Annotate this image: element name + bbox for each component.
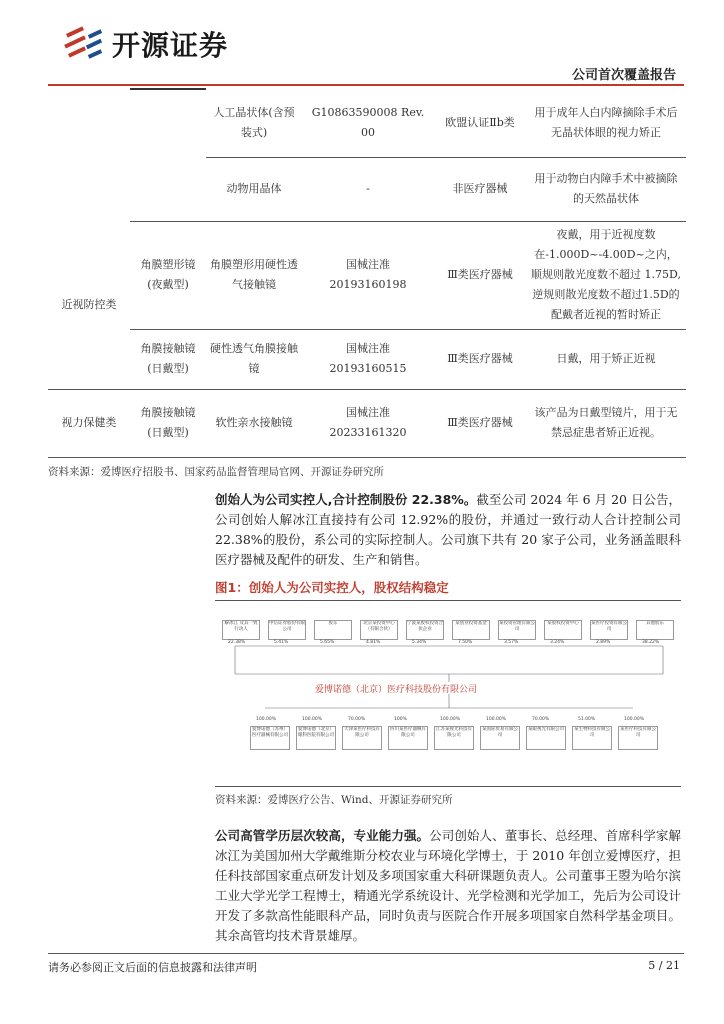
table-row bbox=[48, 157, 686, 221]
shareholder-box-pct: 7.50% bbox=[458, 640, 473, 645]
subsidiary-box: 某生物科技有限公司 bbox=[572, 726, 612, 750]
shareholder-box-pct: 38.22% bbox=[642, 640, 660, 645]
shareholder-box-pct: 5.41% bbox=[274, 640, 289, 645]
paragraph-body: 截至公司 2024 年 6 月 20 日公告，公司创始人解冰江直接持有公司 12.92%的股份，并通过一致行动人合计控制公司 22.38%的股份，系公司的实际控制人。公司旗下共有 20 家子公司，业务涵盖眼科医疗器械及配件的研发、生产和销售。 bbox=[215, 492, 681, 567]
shareholder-box: 某创业投资基金 bbox=[452, 620, 490, 640]
product-name: 硬性透气角膜接触镜 bbox=[206, 329, 302, 389]
product-use: 日戴，用于矫正近视 bbox=[526, 329, 686, 389]
subsidiary-box-pct: 100.00% bbox=[302, 717, 323, 722]
device-class: 非医疗器械 bbox=[434, 157, 526, 221]
figure-title: 图1：创始人为公司实控人，股权结构稳定 bbox=[215, 580, 449, 595]
category: 近视防控类 bbox=[48, 221, 130, 389]
figure-bottom-rule bbox=[215, 786, 681, 787]
subsidiary-box: 某医疗科技有限公司 bbox=[618, 726, 658, 750]
shareholder-box: 北京某投资中心（有限合伙） bbox=[360, 620, 398, 640]
report-type: 公司首次覆盖报告 bbox=[571, 68, 676, 83]
registration-number: - bbox=[302, 157, 434, 221]
table-row bbox=[48, 89, 686, 157]
device-class: Ⅲ类医疗器械 bbox=[434, 221, 526, 329]
device-class: Ⅲ类医疗器械 bbox=[434, 329, 526, 389]
product-name: 软性亲水接触镜 bbox=[206, 389, 302, 457]
subsidiary-box-pct: 100.00% bbox=[624, 717, 645, 722]
subcategory: 角膜接触镜(日戴型) bbox=[130, 329, 206, 389]
product-name: 动物用晶体 bbox=[206, 157, 302, 221]
shareholder-box: 某投资管理有限公司 bbox=[498, 620, 536, 640]
paragraph-founder bbox=[215, 490, 681, 570]
product-use: 该产品为日戴型镜片，用于无禁忌症患者矫正近视。 bbox=[526, 389, 686, 457]
subsidiary-box-pct: 51.00% bbox=[578, 717, 596, 722]
subsidiary-box-pct: 70.00% bbox=[348, 717, 366, 722]
subsidiary-box: 四川某医疗器械有限公司 bbox=[388, 726, 428, 750]
paragraph-management bbox=[215, 826, 681, 946]
product-use: 夜戴，用于近视度数在-1.000D~-4.00D~之内，顺规则散光度数不超过 1.75D,逆规则散光度数不超过1.5D的配戴者近视的暂时矫正 bbox=[526, 221, 686, 329]
shareholder-box: 中信证券股份有限公司 bbox=[268, 620, 306, 640]
registration-number: 国械注准 20233161320 bbox=[302, 389, 434, 457]
shareholder-box: 解冰江 及其一致行动人 bbox=[222, 620, 260, 640]
device-class: 欧盟认证Ⅱb类 bbox=[434, 89, 526, 157]
product-table bbox=[48, 88, 686, 458]
device-class: Ⅲ类医疗器械 bbox=[434, 389, 526, 457]
registration-number: 国械注准 20193160198 bbox=[302, 221, 434, 329]
page-number: 5 / 21 bbox=[648, 959, 680, 972]
subsidiary-box: 某眼视光有限公司 bbox=[526, 726, 566, 750]
header-divider bbox=[48, 84, 684, 86]
footer-divider bbox=[48, 953, 684, 954]
product-use: 用于动物白内障手术中被摘除的天然晶状体 bbox=[526, 157, 686, 221]
shareholder-box-pct: 3.24% bbox=[550, 640, 565, 645]
table-row bbox=[48, 329, 686, 389]
shareholder-box: 某股权投资中心 bbox=[544, 620, 582, 640]
subsidiary-box: 爱博诺德（北京）眼科医院有限公司 bbox=[296, 726, 336, 750]
category: 视力保健类 bbox=[48, 389, 130, 457]
subsidiary-box: 江苏某视光科技有限公司 bbox=[434, 726, 474, 750]
subcategory: 角膜接触镜(日戴型) bbox=[130, 389, 206, 457]
shareholder-box: 某医疗投资有限公司 bbox=[590, 620, 628, 640]
shareholder-box: 其他股东 bbox=[636, 620, 674, 640]
shareholder-box-pct: 2.89% bbox=[596, 640, 611, 645]
subsidiary-box-pct: 100.00% bbox=[256, 717, 277, 722]
paragraph-lead: 创始人为公司实控人,合计控制股份 22.38%。 bbox=[215, 492, 477, 507]
table-row bbox=[48, 221, 686, 329]
subsidiary-box: 某国际贸易有限公司 bbox=[480, 726, 520, 750]
table-row bbox=[48, 389, 686, 457]
registration-number: G10863590008 Rev. 00 bbox=[302, 89, 434, 157]
product-name: 人工晶状体(含预装式) bbox=[206, 89, 302, 157]
subsidiary-box: 天津某医疗科技有限公司 bbox=[342, 726, 382, 750]
shareholder-box-pct: 3.57% bbox=[504, 640, 519, 645]
figure-source: 资料来源：爱博医疗公告、Wind、开源证券研究所 bbox=[215, 794, 453, 806]
shareholder-box-pct: 5.65% bbox=[320, 640, 335, 645]
shareholder-box-pct: 22.38% bbox=[228, 640, 246, 645]
subsidiary-box-pct: 100% bbox=[394, 717, 407, 722]
shareholder-box-pct: 5.34% bbox=[412, 640, 427, 645]
product-name: 角膜塑形用硬性透气接触镜 bbox=[206, 221, 302, 329]
subsidiary-box: 爱博诺德（苏州）医疗器械有限公司 bbox=[250, 726, 290, 750]
subsidiary-box-pct: 70.00% bbox=[532, 717, 550, 722]
shareholder-box: 宁波某股权投资合伙企业 bbox=[406, 620, 444, 640]
table-source: 资料来源：爱博医疗招股书、国家药品监督管理局官网、开源证券研究所 bbox=[48, 466, 384, 478]
subsidiary-box-pct: 100.00% bbox=[440, 717, 461, 722]
subcategory: 角膜塑形镜(夜戴型) bbox=[130, 221, 206, 329]
paragraph-body: 公司创始人、董事长、总经理、首席科学家解冰江为美国加州大学戴维斯分校农业与环境化学博士，于 2010 年创立爱博医疗，担任科技部国家重点研发计划及多项国家重大科研课题负责人。公司董事王曌为哈尔滨工业大学光学工程博士，精通光学系统设计、光学检测和光学加工，先后为公司设计开发了多款高性能眼科产品，同时负责与医院合作开展多项国家自然科学基金项目。其余高管均技术背景雄厚。 bbox=[215, 828, 681, 943]
subsidiary-box-pct: 100.00% bbox=[486, 717, 507, 722]
brand-name: 开源证券 bbox=[112, 29, 229, 62]
footer-disclaimer: 请务必参阅正文后面的信息披露和法律声明 bbox=[48, 961, 257, 974]
shareholder-box: 股东 bbox=[314, 620, 352, 640]
product-use: 用于成年人白内障摘除手术后无晶状体眼的视力矫正 bbox=[526, 89, 686, 157]
shareholder-box-pct: 4.81% bbox=[366, 640, 381, 645]
company-name: 爱博诺德（北京）医疗科技股份有限公司 bbox=[314, 685, 477, 695]
figure-top-rule bbox=[215, 600, 681, 601]
paragraph-lead: 公司高管学历层次较高，专业能力强。 bbox=[215, 828, 430, 843]
registration-number: 国械注准 20193160515 bbox=[302, 329, 434, 389]
